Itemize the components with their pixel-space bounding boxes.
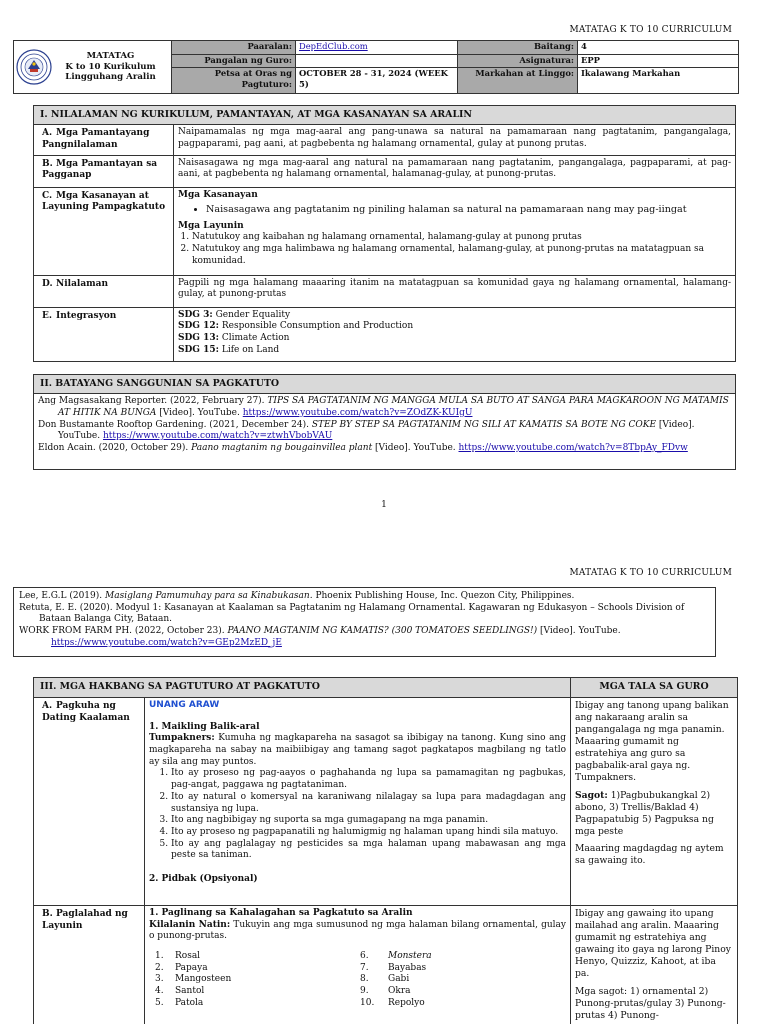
page-number: 1 (381, 500, 387, 510)
reference-link[interactable]: https://www.youtube.com/watch?v=ztwhVbobVAU (102, 431, 333, 442)
sdg-item: SDG 12: Responsible Consumption and Production (178, 321, 414, 332)
plant-item: 10. Repolyo (360, 997, 425, 1008)
plant-item: 6. Monstera (360, 951, 432, 962)
section-3 (33, 677, 738, 1024)
note-text: Ibigay ang tanong upang balikan ang nakaraang aralin sa pangangalaga ng mga panamin. Maaaring gumamit ng estratehiya ang guro sa pagbabalik-aral gaya ng. Tumpakners. (575, 700, 729, 783)
deped-seal-icon (16, 49, 52, 85)
row-3b-label: B. Paglalahad ng Layunin (34, 906, 145, 1024)
plant-item: 7. Bayabas (360, 962, 427, 973)
notes-title: MGA TALA SA GURO (571, 678, 738, 698)
plant-item: 5. Patola (155, 997, 204, 1008)
notes-3b (571, 906, 738, 1024)
plant-item: 1. Rosal (155, 951, 201, 962)
question-item: 3. Ito ang nagbibigay ng suporta sa mga gumagapang na mga panamin. (171, 815, 566, 827)
section-2 (33, 374, 736, 470)
section-1 (33, 105, 736, 362)
guro-value (296, 55, 458, 68)
row-d-label: D. Nilalaman (34, 275, 174, 307)
reference-link[interactable]: https://www.youtube.com/watch?v=ZOdZK-KUIgU (242, 407, 473, 418)
sdg-item: SDG 13: Climate Action (178, 332, 290, 343)
row-e-label: E. Integrasyon (34, 307, 174, 361)
kasanayan-item: • Naisasagawa ang pagtatanim ng piniling halaman sa natural na pamamaraan nang may pag-iingat (206, 204, 731, 216)
row-b-text: Naisasagawa ng mga mag-aaral ang natural na pamamaraan nang pagtatanim, pangangalaga, pagpaparami, at pag-aani, at pagbebenta ng halamang ornamental, halamanag-gulay, at punong-prutas. (174, 155, 736, 187)
reference-link[interactable]: https://www.youtube.com/watch?v=8TbpAy_FDvw (458, 442, 688, 453)
reference-item: Ang Magsasakang Reporter. (2022, February 27). TIPS SA PAGTATANIM NG MANGGA MULA SA BUTO AT SANGA PARA MAGKAROON NG MATAMIS AT HITIK NA BUNGA [Video]. YouTube. https://www.youtube.com/watch?v=ZOdZK-KUIgU (38, 396, 729, 418)
kasanayan-heading: Mga Kasanayan (178, 189, 258, 200)
reference-item: Don Bustamante Rooftop Gardening. (2021, December 24). STEP BY STEP SA PAGTATANIM NG SILI AT KAMATIS SA BOTE NG COKE [Video]. YouTube. https://www.youtube.com/watch?v=ztwhVbobVAU (38, 419, 695, 442)
reference-item: Retuta, E. E. (2020). Modyul 1: Kasanayan at Kaalaman sa Pagtatanim ng Halamang Ornamental. Kagawaran ng Edukasyon – Schools Division of Bataan Balanga City, Bataan. (19, 602, 685, 625)
layunin-item: 2. Natutukoy ang mga halimbawa ng halamang ornamental, halamang-gulay, at punong-prutas na matatagpuan sa komunidad. (192, 244, 731, 267)
references-list (34, 394, 736, 470)
tumpakners-text: Tumpakners: Kumuha ng magkapareha na sasagot sa ibibigay na tanong. Kung sino ang magkapareha na sabay na maibiibigay ang tamang sagot pagkatapos magbilang ng tatlo ay sila ang may puntos. (149, 733, 566, 767)
curriculum-header: MATATAG K TO 10 CURRICULUM (569, 25, 732, 35)
section-3-title: III. MGA HAKBANG SA PAGTUTURO AT PAGKATUTO (34, 678, 571, 698)
row-3a-label: A. Pagkuha ng Dating Kaalaman (34, 698, 145, 906)
day-heading: UNANG ARAW (149, 700, 220, 710)
reference-item: WORK FROM FARM PH. (2022, October 23). PAANO MAGTANIM NG KAMATIS? (300 TOMATOES SEEDLINGS!) [Video]. YouTube. https://www.youtube.com/watch?v=GEp2MzED_jE (19, 626, 621, 648)
markahan-value: Ikalawang Markahan (578, 68, 739, 94)
plant-item: 4. Santol (155, 986, 205, 997)
section-2-title: II. BATAYANG SANGGUNIAN SA PAGKATUTO (34, 375, 736, 394)
title-line2: K to 10 Kurikulum (65, 61, 156, 72)
row-3a-content (145, 698, 571, 906)
question-item: 4. Ito ay proseso ng pagpapanatili ng halumigmig ng halaman upang hindi sila matuyo. (171, 827, 566, 839)
row-3b-content (145, 906, 571, 1024)
note-answers: Mga sagot: 1) ornamental 2) Punong-prutas/gulay 3) Punong-prutas 4) Punong- (575, 985, 726, 1021)
title-cell (14, 41, 172, 94)
question-item: 2. Ito ay natural o komersyal na karaniwang nilalagay sa lupa para madagdagan ang sustansiya ng lupa. (171, 792, 566, 815)
layunin-heading: Mga Layunin (178, 220, 244, 231)
plant-list (149, 951, 566, 1009)
asignatura-value: EPP (578, 55, 739, 68)
baitang-value: 4 (578, 41, 739, 55)
plant-item: 3. Mangosteen (155, 974, 232, 985)
title-line3: Lingguhang Aralin (65, 72, 156, 83)
paaralan-label: Paaralan: (172, 41, 296, 55)
sdg-item: SDG 15: Life on Land (178, 344, 280, 355)
note-text: Maaaring magdagdag ng aytem sa gawaing ito. (575, 843, 724, 867)
petsa-value: OCTOBER 28 - 31, 2024 (WEEK 5) (296, 68, 458, 94)
subheading: 2. Pidbak (Opsiyonal) (149, 873, 258, 884)
reference-link[interactable]: https://www.youtube.com/watch?v=GEp2MzED_jE (51, 637, 282, 648)
kilalanin-text: Kilalanin Natin: Tukuyin ang mga sumusunod ng mga halaman bilang ornamental, gulay o punong-prutas. (149, 919, 566, 942)
asignatura-label: Asignatura: (458, 55, 578, 68)
note-answers: Sagot: 1)Pagbubukangkal 2) abono, 3) Trellis/Baklad 4) Pagpapatubig 5) Pagpuksa ng mga peste (575, 789, 714, 837)
plant-item: 2. Papaya (155, 962, 208, 973)
question-item: 1. Ito ay proseso ng pag-aayos o paghahanda ng lupa sa pamamagitan ng pagbukas, pag-angat, paggawa ng pagtataniman. (171, 768, 566, 791)
row-c-label: C. Mga Kasanayan at Layuning Pampagkatuto (34, 187, 174, 275)
layunin-item: 1. Natutukoy ang kaibahan ng halamang ornamental, halamang-gulay at punong prutas (192, 232, 731, 244)
question-item: 5. Ito ay ang paglalagay ng pesticides sa mga halaman upang mabawasan ang mga peste sa taniman. (171, 839, 566, 862)
baitang-label: Baitang: (458, 41, 578, 55)
row-a-label: A. Mga Pamantayang Pangnilalaman (34, 125, 174, 155)
row-d-text: Pagpili ng mga halamang maaaring itanim na matatagpuan sa komunidad gaya ng halamang ornamental, halamang-gulay, at punong-prutas (174, 275, 736, 307)
reference-item: Lee, E.G.L (2019). Masiglang Pamumuhay para sa Kinabukasan. Phoenix Publishing House, Inc. Quezon City, Philippines. (19, 591, 575, 601)
subheading: 1. Maikling Balik-aral (149, 721, 260, 732)
title-line1: MATATAG (86, 50, 135, 61)
reference-item: Eldon Acain. (2020, October 29). Paano magtanim ng bougainvillea plant [Video]. YouTube. https://www.youtube.com/watch?v=8TbpAy_FDvw (38, 442, 688, 453)
info-header (13, 40, 738, 94)
paaralan-link[interactable]: DepEdClub.com (299, 41, 368, 51)
petsa-label: Petsa at Oras ng Pagtuturo: (172, 68, 296, 94)
sdg-item: SDG 3: Gender Equality (178, 309, 291, 320)
row-b-label: B. Mga Pamantayan sa Pagganap (34, 155, 174, 187)
subheading: 1. Paglinang sa Kahalagahan sa Pagkatuto sa Aralin (149, 908, 413, 918)
row-e-content (174, 307, 736, 361)
plant-item: 9. Okra (360, 986, 411, 997)
curriculum-header-2: MATATAG K TO 10 CURRICULUM (569, 568, 732, 578)
row-a-text: Naipamamalas ng mga mag-aaral ang pang-unawa sa natural na pamamaraan nang pagtatanim, pangangalaga, pagpaparami, pag aani, at pagbebenta ng halamang ornamental, gulay at punong prutas. (174, 125, 736, 155)
references-continued (13, 587, 716, 657)
guro-label: Pangalan ng Guro: (172, 55, 296, 68)
note-text: Ibigay ang gawaing ito upang mailahad ang aralin. Maaaring gumamit ng estratehiya ang gawaing ito gaya ng larong Pinoy Henyo, Quizziz, Kahoot, at iba pa. (575, 908, 731, 979)
markahan-label: Markahan at Linggo: (458, 68, 578, 94)
row-c-content (174, 187, 736, 275)
section-1-title: I. NILALAMAN NG KURIKULUM, PAMANTAYAN, AT MGA KASANAYAN SA ARALIN (34, 106, 736, 125)
notes-3a (571, 698, 738, 906)
plant-item: 8. Gabi (360, 974, 410, 985)
